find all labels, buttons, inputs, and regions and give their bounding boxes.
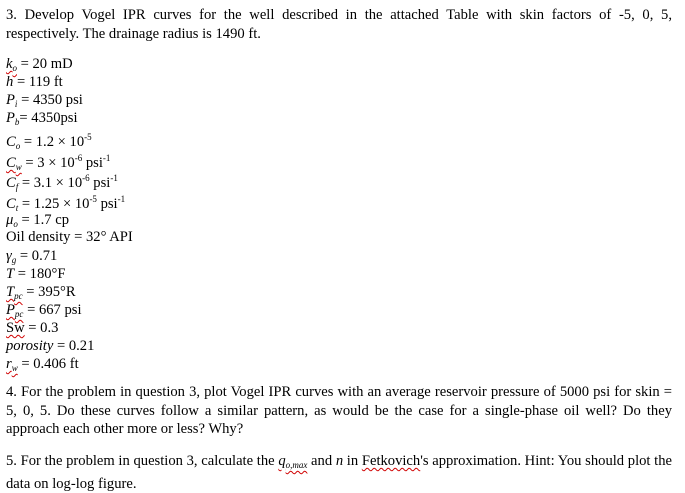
- pseudocritical-temperature-line: $T_{pc} = 395^\circ R$: [6, 284, 76, 301]
- question-3-text: 3. Develop Vogel IPR curves for the well described in the attached Table with skin factors of -5, 0, 5, respectively. The drainage radius is 1490 ft.: [6, 7, 672, 42]
- total-compressibility-line: $C_t = 1.25 \times 10^{-5}$ psi$^{-1}$: [6, 194, 126, 213]
- initial-pressure-line: $P_i = 4350$ psi: [6, 92, 83, 109]
- formation-compressibility-line: $C_f = 3.1 \times 10^{-6}$ psi$^{-1}$: [6, 173, 118, 192]
- question-4-text: 4. For the problem in question 3, plot Vogel IPR curves with an average reservoir pressure of 5000 psi for skin = 5, 0, 5. Do these curves follow a similar pattern, as would be the case for a single-phase oil well? Do they approach each other more or less? Why?: [6, 384, 672, 437]
- oil-viscosity-line: $\mu_o = 1.7$ cp: [6, 212, 70, 229]
- bubble-point-line: $P_b= 4350psi$: [6, 110, 78, 127]
- thickness-line: h = 119 ft: [6, 74, 63, 90]
- porosity-line: porosity = 0.21: [6, 338, 95, 354]
- gas-gravity-line: $\gamma_g = 0.71$: [6, 248, 58, 265]
- oil-compressibility-line: $C_o = 1.2 \times 10^{-5}$: [6, 132, 92, 151]
- permeability-line: $k_o = 20$ mD: [6, 56, 73, 73]
- temperature-line: T = 180°F: [6, 266, 66, 282]
- pseudocritical-pressure-line: $P_{pc} = 667$ psi: [6, 302, 82, 319]
- water-compressibility-line: $C_w = 3 \times 10^{-6}$ psi$^{-1}$: [6, 153, 111, 172]
- water-saturation-line: Sw = 0.3: [6, 320, 59, 336]
- wellbore-radius-line: $r_w = 0.406$ ft: [6, 356, 79, 373]
- oil-density-line: Oil density = 32° API: [6, 229, 133, 245]
- question-5-text: 5. For the problem in question 3, calculate the $q_{o,max}$ and n in Fetkovich's approximation. Hint: You should plot the data on log-log figure.: [6, 453, 672, 492]
